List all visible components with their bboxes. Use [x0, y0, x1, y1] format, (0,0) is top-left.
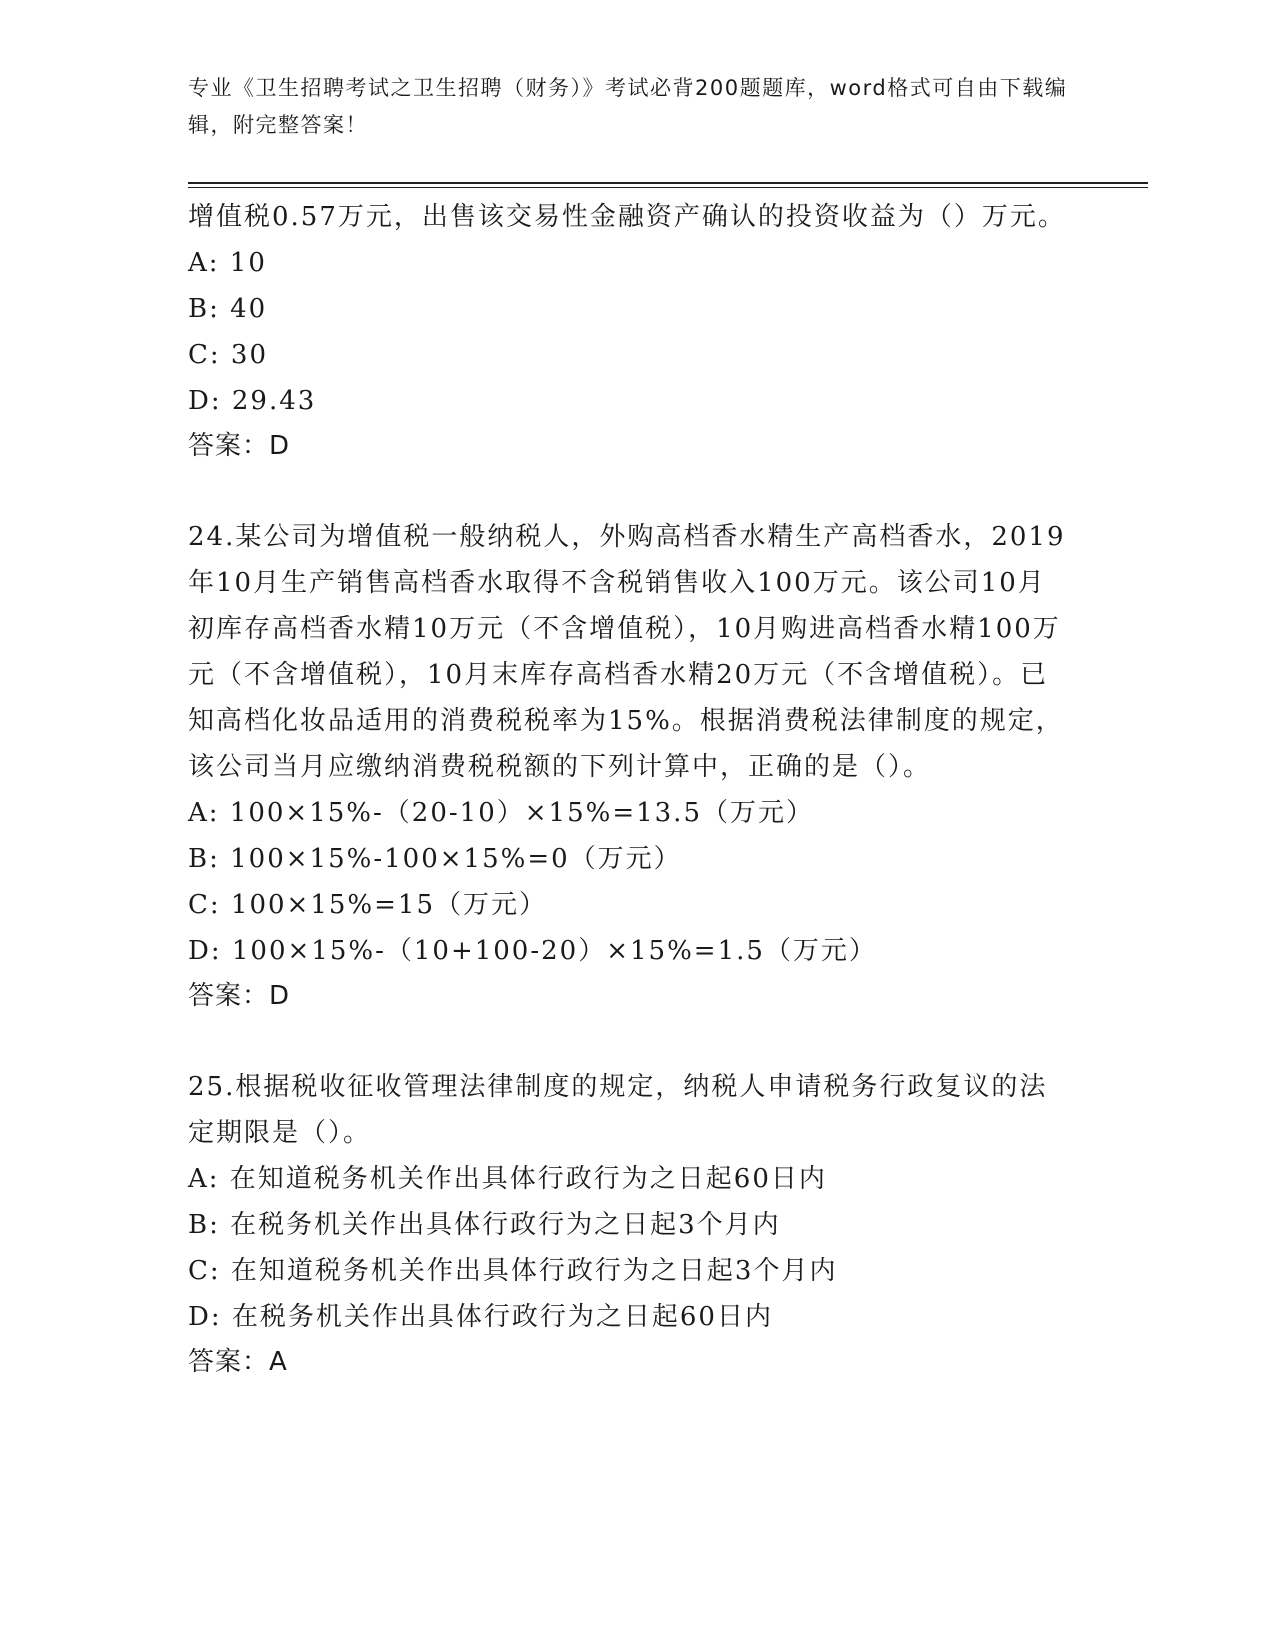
option-a: A: 在知道税务机关作出具体行政行为之日起60日内	[188, 1164, 827, 1194]
header-divider	[188, 182, 1148, 188]
question-text: 增值税0.57万元，出售该交易性金融资产确认的投资收益为（）万元。	[188, 202, 1066, 232]
answer: 答案：D	[188, 981, 291, 1011]
answer: 答案：A	[188, 1347, 288, 1377]
option-d: D: 29.43	[188, 386, 317, 416]
option-b: B: 100×15%-100×15%=0（万元）	[188, 844, 682, 874]
question-text: 24.某公司为增值税一般纳税人，外购高档香水精生产高档香水，2019年10月生产销售高档香水取得不含税销售收入100万元。该公司10月初库存高档香水精10万元（不含增值税），10月购进高档香水精100万元（不含增值税），10月末库存高档香水精20万元（不含增值税）。已知高档化妆品适用的消费税税率为15%。根据消费税法律制度的规定，该公司当月应缴纳消费税税额的下列计算中，正确的是（）。	[188, 522, 1066, 782]
option-b: B: 40	[188, 294, 268, 324]
document-header: 专业《卫生招聘考试之卫生招聘（财务）》考试必背200题题库，word格式可自由下载编辑，附完整答案！	[188, 76, 1068, 137]
option-c: C: 在知道税务机关作出具体行政行为之日起3个月内	[188, 1256, 838, 1286]
option-d: D: 在税务机关作出具体行政行为之日起60日内	[188, 1302, 773, 1332]
option-d: D: 100×15%-（10+100-20）×15%=1.5（万元）	[188, 936, 877, 966]
option-a: A: 10	[188, 248, 267, 278]
option-c: C: 100×15%=15（万元）	[188, 890, 547, 920]
option-b: B: 在税务机关作出具体行政行为之日起3个月内	[188, 1210, 781, 1240]
spacer	[188, 468, 1148, 514]
question-block-24	[188, 514, 1068, 1018]
document-page	[188, 70, 1148, 1384]
spacer	[188, 1018, 1148, 1064]
option-a: A: 100×15%-（20-10）×15%=13.5（万元）	[188, 798, 814, 828]
option-c: C: 30	[188, 340, 269, 370]
question-block-25	[188, 1064, 1068, 1384]
question-text: 25.根据税收征收管理法律制度的规定，纳税人申请税务行政复议的法定期限是（）。	[188, 1072, 1048, 1148]
answer: 答案：D	[188, 431, 291, 461]
question-block-23	[188, 194, 1068, 468]
